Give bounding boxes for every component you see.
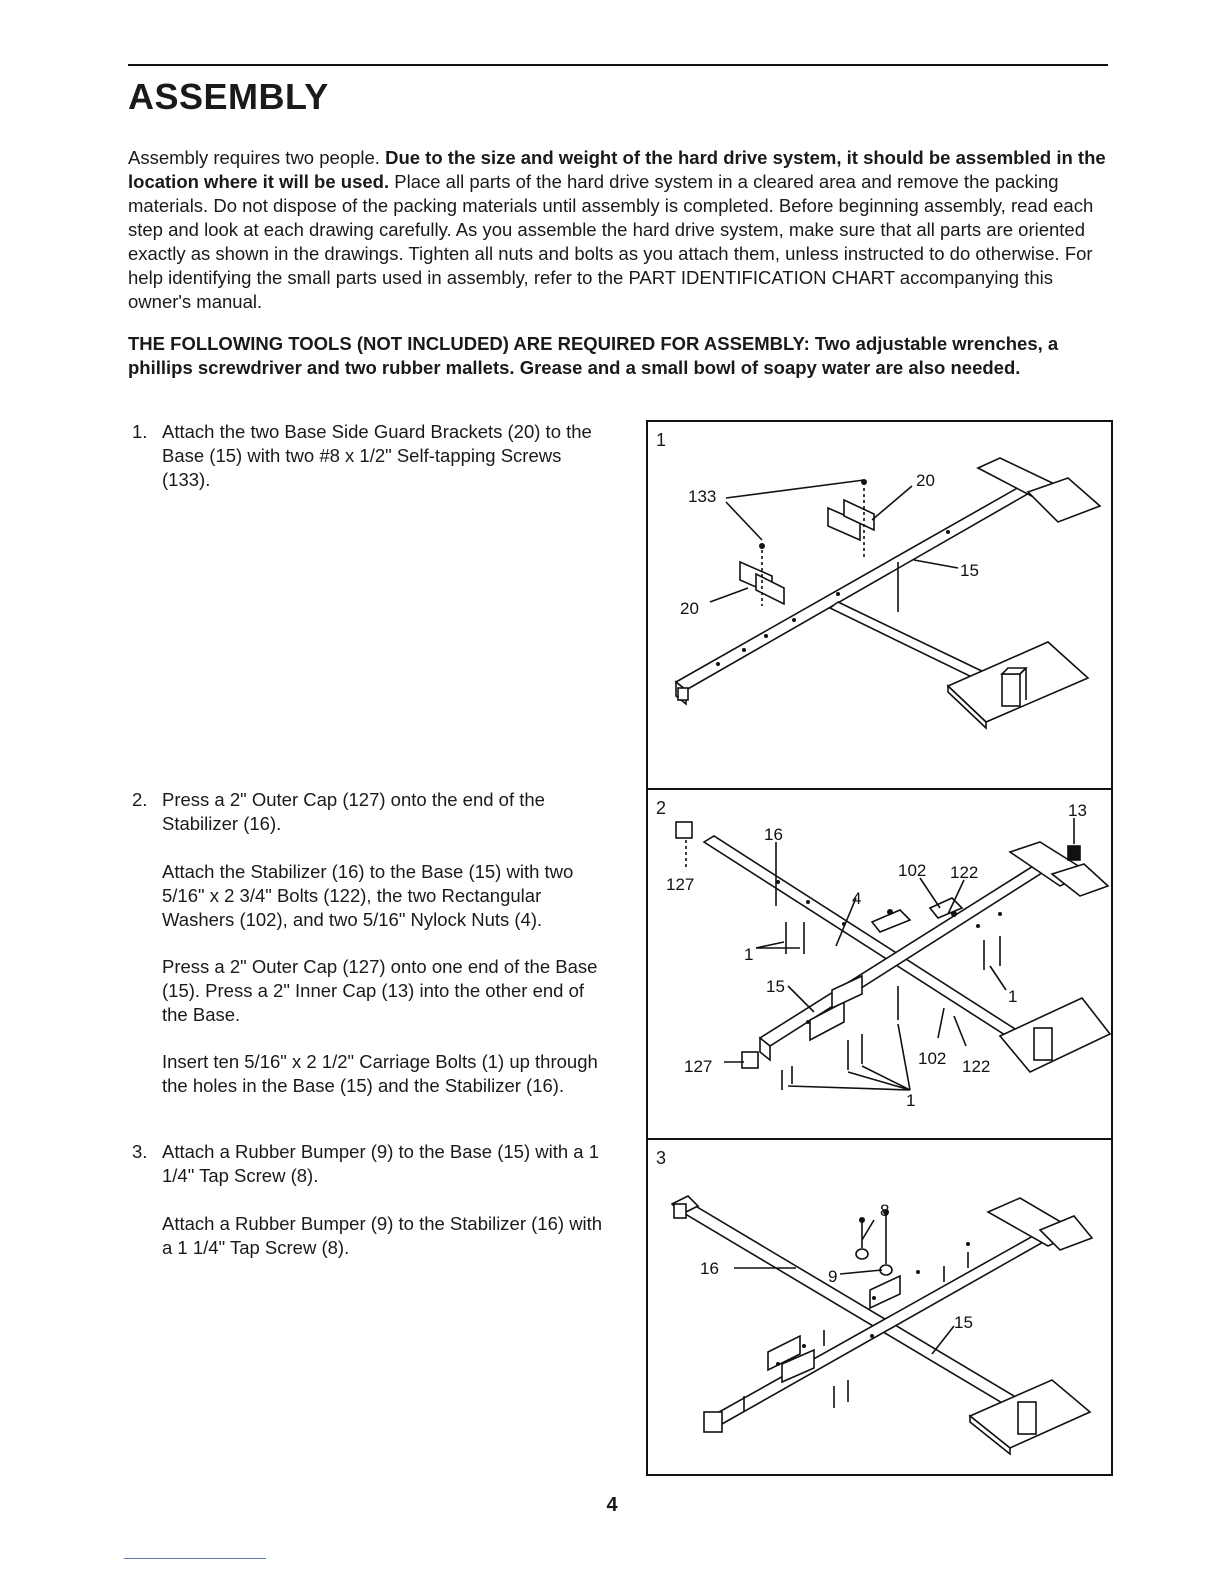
step-2-paragraph: Insert ten 5/16" x 2 1/2" Carriage Bolts (1) up through the holes in the Base (15) and the Stabilizer (16). (162, 1051, 598, 1096)
figure-number: 3 (656, 1148, 667, 1168)
page-number: 4 (606, 1494, 618, 1516)
step-3-paragraph: Attach a Rubber Bumper (9) to the Stabilizer (16) with a 1 1/4" Tap Screw (8). (162, 1213, 603, 1258)
intro-text-1: Assembly requires two people. (128, 147, 386, 168)
figure-label: 102 (918, 1049, 947, 1068)
step-text: Attach a Rubber Bumper (9) to the Base (15) with a 1 1/4" Tap Screw (8). (162, 1141, 600, 1186)
figure-label: 1 (906, 1091, 916, 1110)
header-rule (128, 64, 1108, 66)
figure-2-drawing (648, 790, 1115, 1142)
figure-1 (646, 420, 1113, 790)
figure-label: 133 (688, 487, 717, 506)
figure-label: 20 (916, 471, 935, 490)
figure-label: 4 (852, 889, 862, 908)
figure-label: 15 (954, 1313, 973, 1332)
step-text: Attach the two Base Side Guard Brackets (20) to the Base (15) with two #8 x 1/2" Self-tapping Screws (133). (162, 421, 592, 490)
step-2-paragraph: Attach the Stabilizer (16) to the Base (15) with two 5/16" x 2 3/4" Bolts (122), the two Rectangular Washers (102), and two 5/16" Nylock Nuts (4). (162, 861, 574, 930)
intro-bold-text: Due to the size and weight of the hard drive system, it should be assembled in the location where it will be used. (128, 147, 1106, 192)
intro-paragraph (128, 146, 1108, 314)
figure-label: 127 (684, 1057, 713, 1076)
figure-label: 1 (1008, 987, 1018, 1006)
step-text: Press a 2" Outer Cap (127) onto the end of the Stabilizer (16). (162, 789, 545, 834)
step-2-paragraph: Press a 2" Outer Cap (127) onto one end of the Base (15). Press a 2" Inner Cap (13) into the other end of the Base. (162, 956, 598, 1025)
step-number: 1. (132, 421, 148, 442)
figure-label: 122 (950, 863, 979, 882)
figure-label: 1 (744, 945, 754, 964)
intro-text-2: Place all parts of the hard drive system in a cleared area and remove the packing materials. Do not dispose of the packing materials until assembly is completed. Before beginning assembly, read each step and look at each drawing carefully. As you assemble the hard drive system, make sure that all parts are oriented exactly as shown in the drawings. Tighten all nuts and bolts as you attach them, unless instructed to do otherwise. For help identifying the small parts used in assembly, refer to the PART IDENTIFICATION CHART accompanying this owner's manual. (128, 171, 1094, 312)
step-number: 2. (132, 789, 148, 810)
step-2 (128, 788, 608, 836)
figure-label: 16 (700, 1259, 719, 1278)
figure-number: 1 (656, 430, 667, 450)
step-number: 3. (132, 1141, 148, 1162)
footer-rule (124, 1558, 266, 1559)
figure-3-drawing (648, 1140, 1115, 1478)
step-1 (128, 420, 608, 492)
page-title: ASSEMBLY (128, 76, 329, 117)
figure-label: 8 (880, 1201, 890, 1220)
figure-2 (646, 788, 1113, 1140)
figure-label: 122 (962, 1057, 991, 1076)
figure-label: 15 (960, 561, 979, 580)
figure-label: 15 (766, 977, 785, 996)
step-3 (128, 1140, 608, 1188)
figure-1-drawing (648, 422, 1115, 792)
tools-paragraph: THE FOLLOWING TOOLS (NOT INCLUDED) ARE REQUIRED FOR ASSEMBLY: Two adjustable wrenches, a phillips screwdriver and two rubber mallets. Grease and a small bowl of soapy water are also needed. (128, 333, 1059, 378)
figure-number: 2 (656, 798, 667, 818)
figure-label: 127 (666, 875, 695, 894)
figure-label: 13 (1068, 801, 1087, 820)
figure-label: 102 (898, 861, 927, 880)
figure-label: 16 (764, 825, 783, 844)
figure-label: 20 (680, 599, 699, 618)
figure-label: 9 (828, 1267, 838, 1286)
figure-3 (646, 1138, 1113, 1476)
